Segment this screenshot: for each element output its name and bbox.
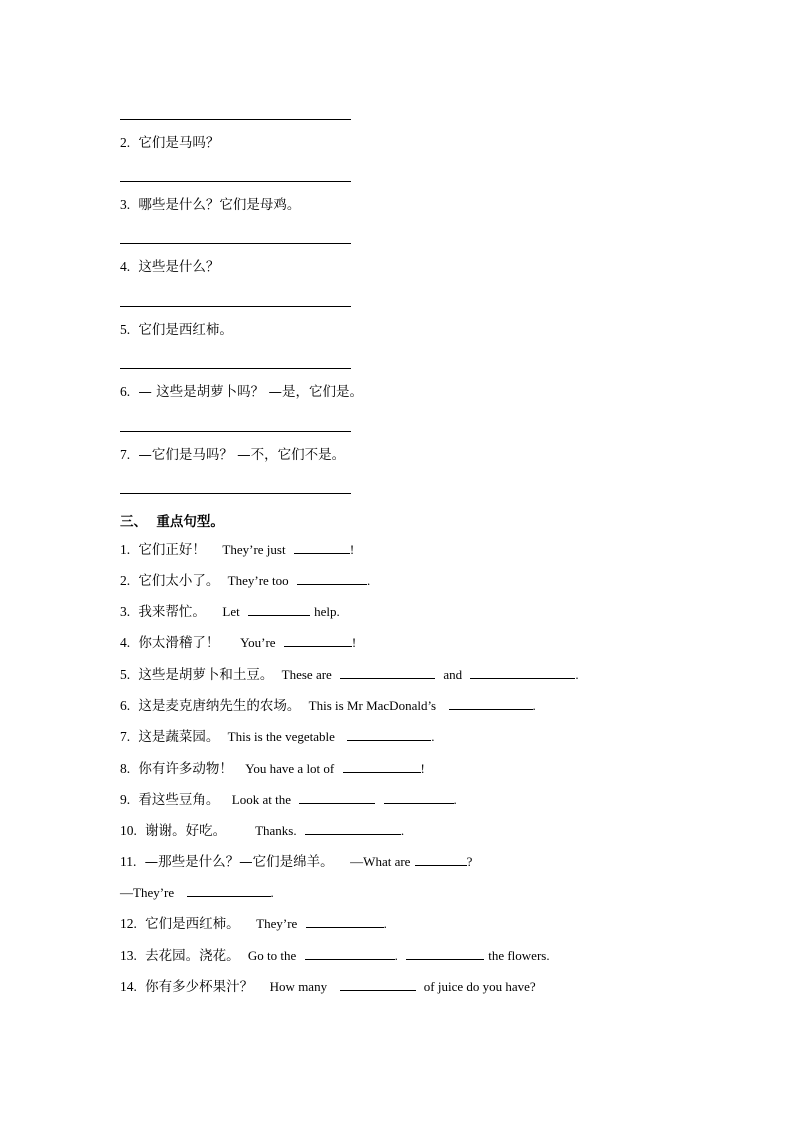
blank-field[interactable] [343, 760, 421, 773]
translation-item-6 [120, 384, 363, 401]
translation-item-7 [120, 447, 345, 464]
item-chinese: 它们是西红柿。 [145, 916, 240, 932]
blank-field[interactable] [305, 947, 395, 960]
sentence-item-4 [120, 634, 356, 652]
item-number: 7. [120, 729, 131, 744]
translation-item-4 [120, 259, 219, 276]
section-heading [120, 510, 224, 530]
item-chinese: 这些是胡萝卜和土豆。 [138, 667, 274, 683]
item-chinese: 你太滑稽了！ [138, 635, 220, 651]
item-number: 8. [120, 761, 131, 776]
heading-title: 重点句型。 [156, 514, 224, 530]
blank-field[interactable] [470, 666, 575, 679]
item-english: How many [269, 979, 328, 994]
item-english: —They’re [120, 885, 175, 900]
item-number: 11. [120, 854, 137, 869]
item-number: 4. [120, 635, 131, 650]
blank-field[interactable] [284, 634, 352, 647]
item-chinese: 它们正好！ [138, 542, 206, 558]
item-english: Let [222, 604, 240, 619]
sentence-item-11-continued [120, 884, 274, 902]
blank-field[interactable] [187, 884, 271, 897]
sentence-item-7 [120, 728, 435, 746]
item-chinese: 我来帮忙。 [138, 604, 206, 620]
item-chinese: 你有多少杯果汁？ [145, 979, 254, 995]
blank-field[interactable] [340, 666, 435, 679]
item-english: You have a lot of [245, 761, 335, 776]
blank-field[interactable] [347, 728, 431, 741]
blank-field[interactable] [299, 791, 375, 804]
item-english: Thanks. [255, 823, 297, 838]
item-chinese: 它们太小了。 [138, 573, 220, 589]
item-chinese: 去花园。浇花。 [145, 948, 240, 964]
item-number: 12. [120, 916, 137, 931]
item-english: They’re just [222, 542, 286, 557]
item-english: This is Mr MacDonald’s [308, 698, 437, 713]
answer-line-7[interactable] [120, 493, 351, 494]
blank-field[interactable] [294, 541, 350, 554]
translation-item-5 [120, 322, 233, 339]
item-number: 2. [120, 135, 131, 150]
item-english: —What are [350, 854, 411, 869]
item-chinese: 看这些豆角。 [138, 792, 220, 808]
item-number: 9. [120, 792, 131, 807]
sentence-item-12 [120, 915, 387, 933]
item-english-end: ? [466, 854, 473, 869]
item-english: These are [281, 667, 332, 682]
item-english-end: of juice do you have? [423, 979, 536, 994]
item-english-end: ! [351, 635, 357, 650]
item-text: 这些是什么？ [138, 259, 220, 275]
blank-field[interactable] [297, 572, 367, 585]
blank-field[interactable] [384, 791, 454, 804]
item-number: 7. [120, 447, 131, 462]
blank-field[interactable] [406, 947, 484, 960]
item-chinese: 这是麦克唐纳先生的农场。 [138, 698, 301, 714]
item-english: They’re [256, 916, 298, 931]
blank-field[interactable] [415, 853, 467, 866]
item-number: 6. [120, 384, 131, 399]
sentence-item-2 [120, 572, 370, 590]
item-english: Go to the [247, 948, 297, 963]
item-english: This is the vegetable [227, 729, 335, 744]
item-number: 4. [120, 259, 131, 274]
answer-line-2[interactable] [120, 181, 351, 182]
item-english-end: . [431, 729, 435, 744]
item-chinese: —那些是什么？—它们是绵羊。 [144, 854, 334, 870]
sentence-item-8 [120, 760, 425, 778]
item-english-end: the flowers. [488, 948, 550, 963]
item-english-end: . [383, 916, 387, 931]
item-english-end: . [453, 792, 457, 807]
item-text: — 这些是胡萝卜吗？ —是，它们是。 [138, 384, 363, 400]
item-english-end: ! [349, 542, 355, 557]
sentence-item-6 [120, 697, 536, 715]
item-english-end: . [532, 698, 536, 713]
item-number: 3. [120, 197, 131, 212]
item-english-mid: . [394, 948, 398, 963]
blank-field[interactable] [305, 822, 401, 835]
item-number: 2. [120, 573, 131, 588]
translation-item-3 [120, 197, 300, 214]
item-english: They’re too [227, 573, 289, 588]
sentence-item-14 [120, 978, 536, 996]
item-english-end: help. [314, 604, 340, 619]
item-number: 13. [120, 948, 137, 963]
item-number: 10. [120, 823, 137, 838]
item-number: 6. [120, 698, 131, 713]
answer-line-1[interactable] [120, 119, 351, 120]
sentence-item-5 [120, 666, 579, 684]
item-english-end: . [366, 573, 371, 588]
item-text: —它们是马吗？ —不，它们不是。 [138, 447, 346, 463]
sentence-item-10 [120, 822, 404, 840]
item-text: 它们是西红柿。 [138, 322, 233, 338]
item-number: 5. [120, 322, 131, 337]
sentence-item-13 [120, 947, 550, 965]
item-number: 5. [120, 667, 131, 682]
item-english-end: . [400, 823, 405, 838]
item-english-end: ! [420, 761, 425, 776]
answer-line-5[interactable] [120, 368, 351, 369]
blank-field[interactable] [248, 603, 310, 616]
translation-item-2 [120, 135, 219, 152]
item-text: 它们是马吗？ [138, 135, 220, 151]
item-number: 1. [120, 542, 131, 557]
sentence-item-3 [120, 603, 340, 621]
item-chinese: 你有许多动物！ [138, 761, 233, 777]
sentence-item-9 [120, 791, 457, 809]
heading-number: 三、 [120, 514, 147, 530]
item-text: 哪些是什么？它们是母鸡。 [138, 197, 301, 213]
blank-field[interactable] [306, 915, 384, 928]
item-english-mid: and [443, 667, 463, 682]
item-english: Look at the [231, 792, 292, 807]
sentence-item-11 [120, 853, 472, 871]
item-number: 3. [120, 604, 131, 619]
item-chinese: 这是蔬菜园。 [138, 729, 220, 745]
item-number: 14. [120, 979, 137, 994]
item-english-end: . [270, 885, 274, 900]
item-english-end: . [575, 667, 579, 682]
sentence-item-1 [120, 541, 354, 559]
answer-line-3[interactable] [120, 243, 351, 244]
blank-field[interactable] [449, 697, 533, 710]
blank-field[interactable] [340, 978, 416, 991]
answer-line-4[interactable] [120, 306, 351, 307]
answer-line-6[interactable] [120, 431, 351, 432]
item-english: You’re [240, 635, 276, 650]
item-chinese: 谢谢。好吃。 [145, 823, 227, 839]
